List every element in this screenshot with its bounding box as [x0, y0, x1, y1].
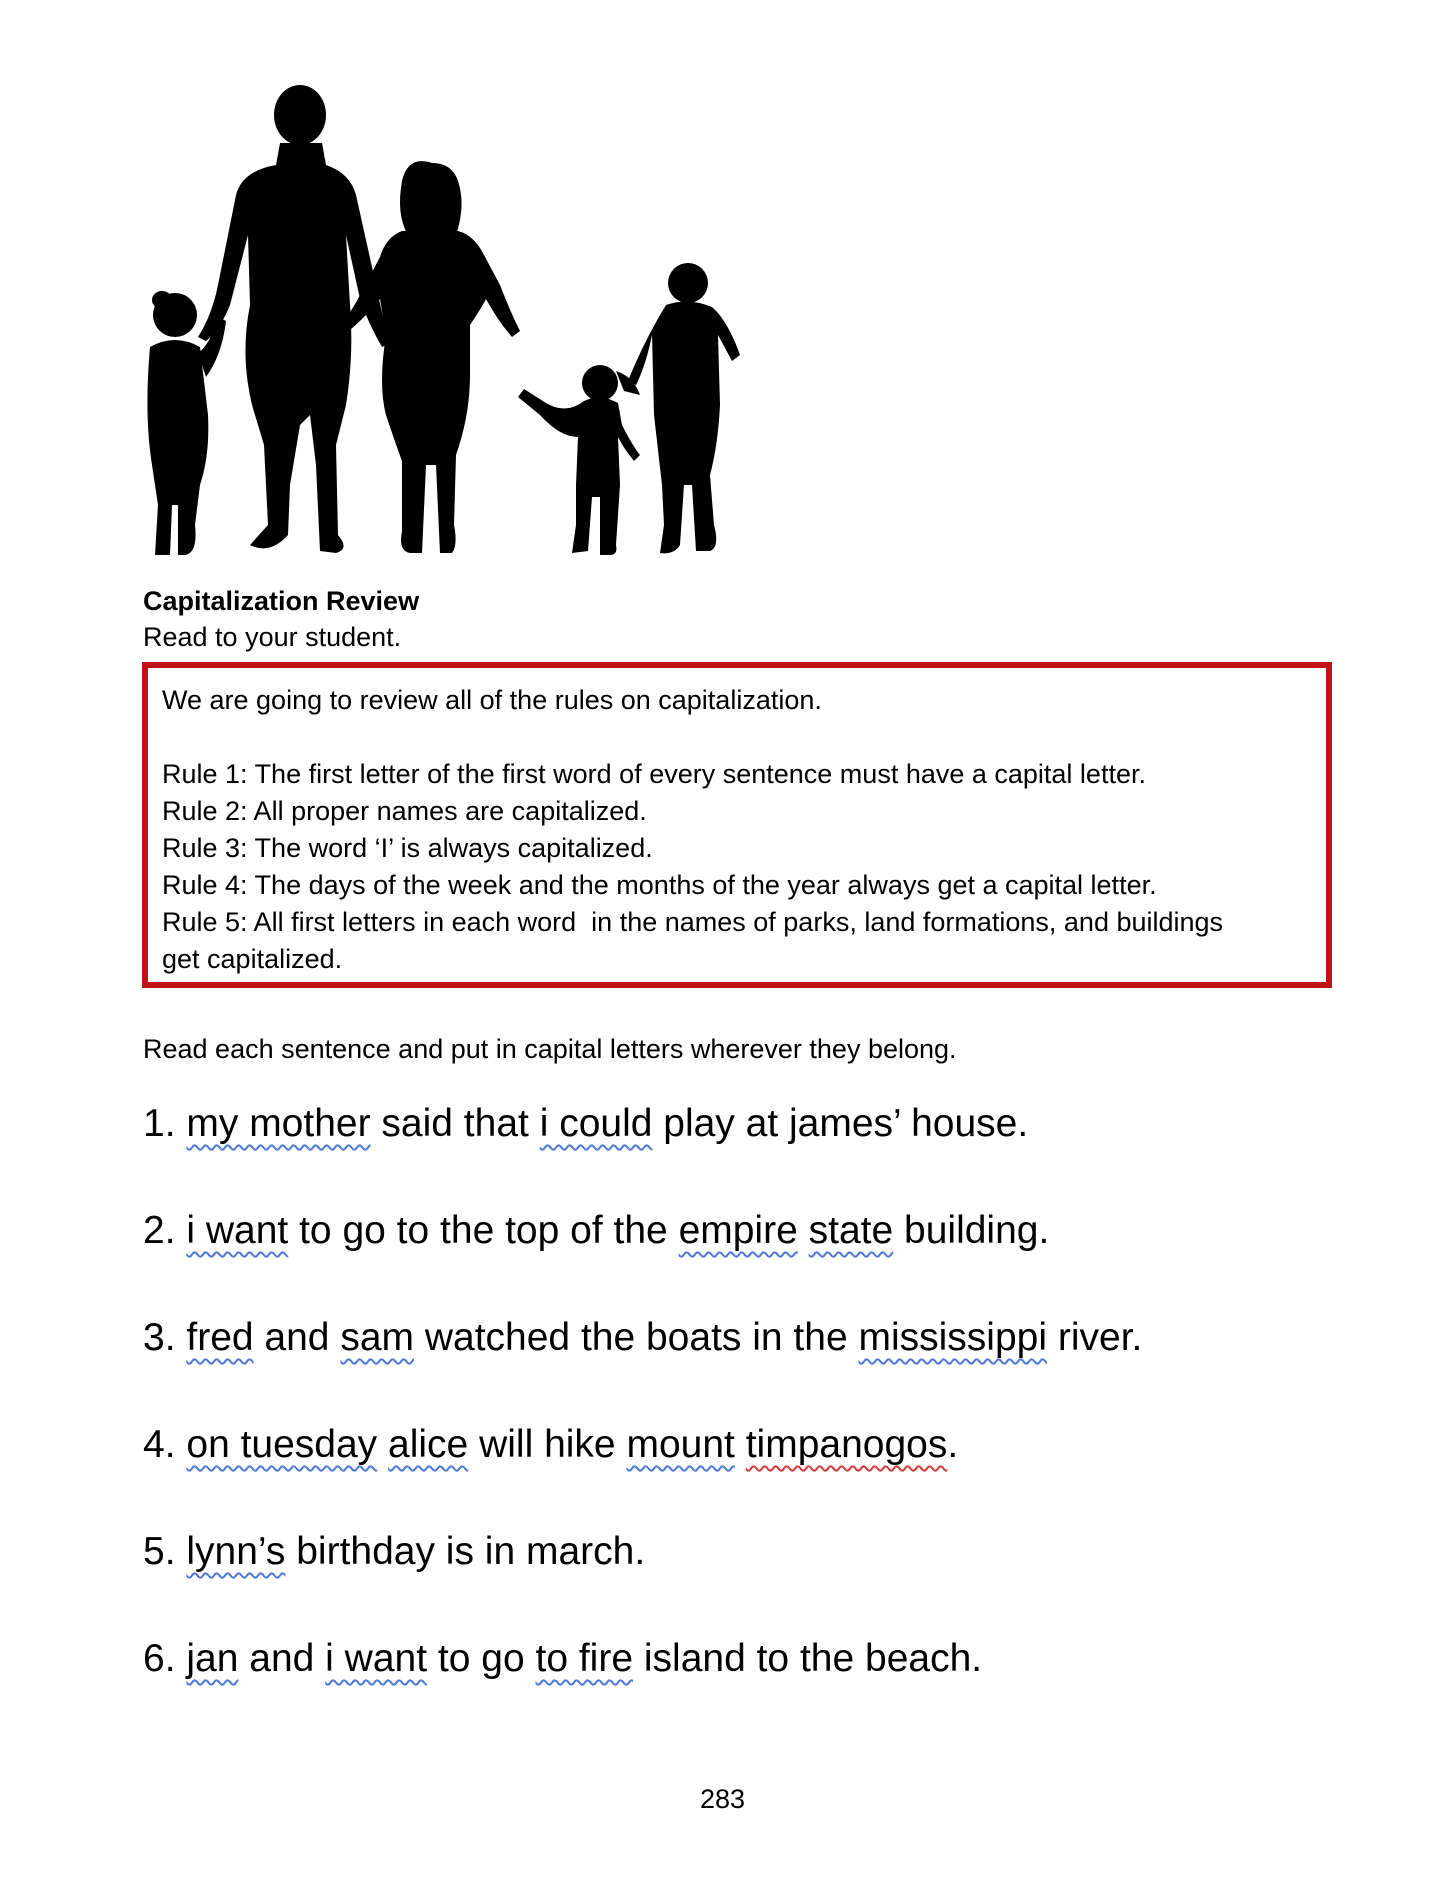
rules-box: [142, 662, 1332, 988]
sentence-text: building.: [893, 1209, 1050, 1252]
rule-item: Rule 3: The word ‘I’ is always capitalized.: [162, 833, 653, 863]
flagged-word: i could: [539, 1102, 653, 1145]
flagged-word: fred: [186, 1316, 254, 1359]
flagged-word: sam: [340, 1316, 415, 1359]
flagged-word: lynn’s: [186, 1530, 286, 1573]
rules-intro: We are going to review all of the rules on capitalization.: [162, 685, 822, 715]
sentence-text: [377, 1423, 388, 1466]
rule-item: Rule 4: The days of the week and the months of the year always get a capital letter.: [162, 870, 1157, 900]
instruction-text: Read each sentence and put in capital letters wherever they belong.: [143, 1034, 957, 1064]
flagged-word: mount: [626, 1423, 735, 1466]
flagged-word: my mother: [186, 1102, 371, 1145]
rule-item-continuation: get capitalized.: [162, 944, 343, 974]
flagged-word: empire: [678, 1209, 798, 1252]
worksheet-subtitle: Read to your student.: [143, 622, 402, 652]
sentence-number: 4.: [143, 1423, 187, 1466]
sentence-text: and: [253, 1316, 341, 1359]
sentence-text: said that: [370, 1102, 540, 1145]
sentence-number: 3.: [143, 1316, 187, 1359]
flagged-word: i want: [186, 1209, 289, 1252]
rule-item: Rule 2: All proper names are capitalized.: [162, 796, 647, 826]
sentence-number: 1.: [143, 1102, 187, 1145]
sentence-number: 6.: [143, 1637, 187, 1680]
sentence-text: birthday is in march.: [285, 1530, 646, 1573]
sentence-line: [143, 1100, 1028, 1148]
flagged-word: jan: [186, 1637, 239, 1680]
sentence-text: .: [947, 1423, 959, 1466]
flagged-word: on tuesday: [186, 1423, 378, 1466]
sentence-text: [735, 1423, 746, 1466]
family-silhouette-icon: [140, 85, 840, 575]
child-middle-figure: [518, 365, 640, 555]
sentence-text: and: [238, 1637, 326, 1680]
sentence-text: [798, 1209, 809, 1252]
rule-item: Rule 1: The first letter of the first word of every sentence must have a capital letter.: [162, 759, 1146, 789]
sentence-text: to go: [427, 1637, 536, 1680]
sentence-text: river.: [1047, 1316, 1143, 1359]
sentence-text: watched the boats in the: [414, 1316, 859, 1359]
sentence-line: [143, 1635, 982, 1683]
child-right-figure: [628, 263, 740, 553]
sentence-text: will hike: [468, 1423, 627, 1466]
page-number: 283: [699, 1784, 746, 1814]
rule-item: Rule 5: All first letters in each word in the names of parks, land formations, and buildings: [162, 907, 1224, 937]
adult-woman-figure: [336, 161, 520, 553]
flagged-word: state: [808, 1209, 894, 1252]
sentence-number: 2.: [143, 1209, 187, 1252]
sentence-line: [143, 1528, 645, 1576]
flagged-word: timpanogos: [745, 1423, 948, 1466]
sentence-text: play at james’ house.: [652, 1102, 1029, 1145]
flagged-word: alice: [388, 1423, 469, 1466]
sentence-line: [143, 1314, 1142, 1362]
sentence-number: 5.: [143, 1530, 187, 1573]
flagged-word: mississippi: [858, 1316, 1048, 1359]
sentence-line: [143, 1207, 1049, 1255]
worksheet-title: Capitalization Review: [143, 586, 420, 616]
rules-spacer: [162, 719, 1326, 756]
sentence-line: [143, 1421, 958, 1469]
sentence-text: to go to the top of the: [288, 1209, 679, 1252]
sentence-text: island to the beach.: [633, 1637, 983, 1680]
flagged-word: to fire: [535, 1637, 634, 1680]
flagged-word: i want: [325, 1637, 428, 1680]
